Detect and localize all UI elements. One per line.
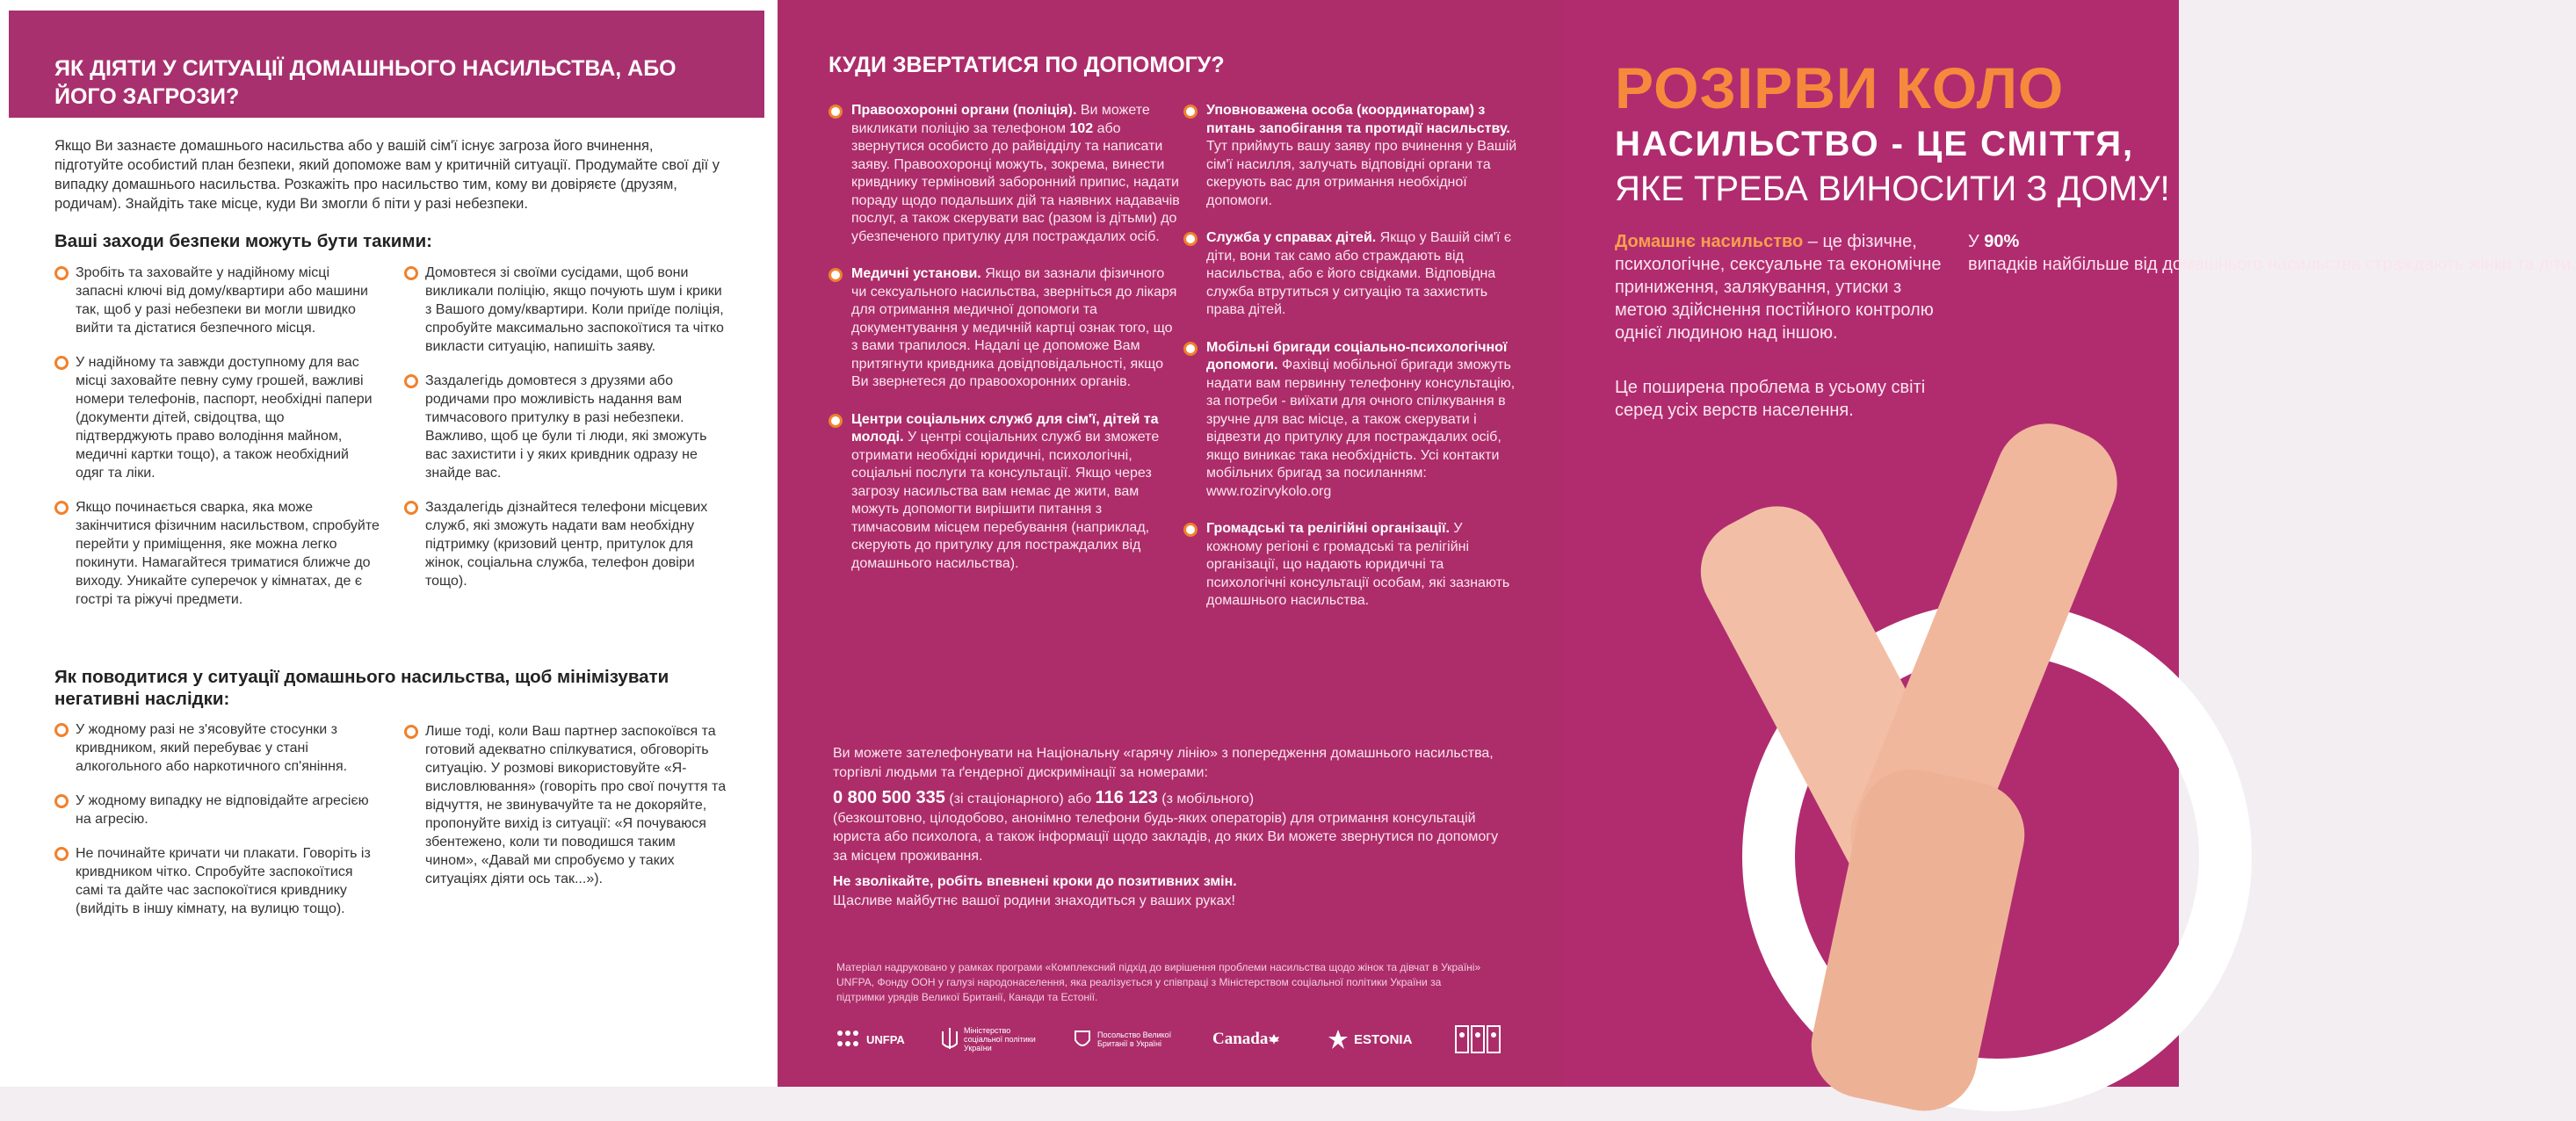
right-panel: [1562, 0, 2576, 1087]
list-item: Не починайте кричати чи плакати. Говоріть із кривдником чітко. Спробуйте заспокоїтися самі та дайте час заспокоїтися кривднику (вийдіть в іншу кімнату, на вулицю тощо).: [54, 844, 380, 918]
hotline-details: (безкоштовно, цілодобово, анонімнo телефони будь-яких операторів) для отримання консультацій юриста або психолога, а також інформації щодо закладів, до яких Ви можете звернутися по допомогу за місцем проживання.: [833, 810, 1499, 864]
bullet-icon: [54, 794, 69, 808]
estonia-logo: ESTONIA: [1327, 1022, 1412, 1057]
help-item-mobile-teams: Мобільні бригади соціально-психологічної допомоги. Фахівці мобільної бригади зможуть надати вам первинну телефонну консультацію, за потреби - виїхати для очного спілкування в зручне для вас місце, а також скерувати і відвезти до притулку для постраждалих осіб, якщо виникає така необхідність. Усі контакти мобільних бригад за посиланням: www.rozirvykolo.org: [1183, 339, 1517, 502]
bullet-icon: [404, 266, 418, 280]
list-item: Якщо починається сварка, яка може закінчитися фізичним насильством, спробуйте перейти у приміщення, яке можна легко покинути. Намагайтеся триматися ближче до виходу. Уникайте суперечок у кімнатах, де є гострі та ріжучі предмети.: [54, 498, 380, 609]
closing-line: Щасливе майбутнє вашої родини знаходиться у ваших руках!: [833, 893, 1235, 908]
list-item: Заздалегідь дізнайтеся телефони місцевих служб, які зможуть надати вам необхідну підтримку (кризовий центр, притулок для жінок, соціальна служба, телефон довіри тощо).: [404, 498, 729, 590]
bullet-icon: [1183, 232, 1198, 246]
bullet-icon: [54, 847, 69, 861]
middle-title: КУДИ ЗВЕРТАТИСЯ ПО ДОПОМОГУ?: [829, 53, 1225, 77]
list-item: У надійному та завжди доступному для вас місці заховайте певну суму грошей, важливі номери телефонів, паспорт, необхідні папери (документи дітей, свідоцтва, що підтверджують право володіння майном, медичні картки тощо), а також необхідний одяг та ліки.: [54, 353, 380, 482]
help-item-police: Правоохоронні органи (поліція). Ви можете викликати поліцію за телефоном 102 або звернутися особисто до райвідділу та написати заяву. Правоохоронці можуть, зокрема, винести кривднику терміновий заборонний припис, надати пораду щодо подальших дій та наявних надавачів послуг, а також скерувати вас (разом із дітьми) до убезпеченого притулку для постраждалих осіб.: [829, 102, 1180, 246]
safety-col-1: [54, 264, 380, 625]
bullet-icon: [54, 501, 69, 515]
list-item: У жодному разі не з'ясовуйте стосунки з кривдником, який перебуває у стані алкогольного або наркотичного сп'яніння.: [54, 720, 380, 776]
bullet-icon: [1183, 342, 1198, 356]
hotline-block: Ви можете зателефонувати на Національну «гарячу лінію» з попередження домашнього насильства, торгівлі людьми та ґендерної дискримінації за номерами: 0 800 500 335 (зі стаціонарного) або 116 123 (з мобільного) (безкоштовно, цілодобово, анонімнo телефони будь-яких операторів) для отримання консультацій юриста або психолога, а також інформації щодо закладів, до яких Ви можете звернутися по допомогу за місцем проживання. Не зволікайте, робіть впевнені кроки до позитивних змін. Щасливе майбутнє вашої родини знаходиться у ваших руках!: [833, 744, 1501, 910]
bullet-icon: [404, 501, 418, 515]
bullet-icon: [829, 105, 843, 119]
bullet-icon: [829, 268, 843, 282]
brand-title: РОЗІРВИ КОЛО: [1615, 55, 2065, 120]
safety-heading: Ваші заходи безпеки можуть бути такими:: [54, 231, 432, 251]
unfpa-logo: UNFPA: [835, 1022, 905, 1057]
behave-heading: Як поводитися у ситуації домашнього насильства, щоб мінімізувати негативні наслідки:: [54, 667, 669, 709]
trident-icon: [940, 1026, 959, 1052]
help-item-coordinator: Уповноважена особа (координаторам) з питань запобігання та протидії насильству. Тут приймуть вашу заяву про вчинення у Вашій сім'ї насилля, залучать відповідні органи та скерують вас для отримання необхідної допомоги.: [1183, 102, 1517, 210]
partner-logos: [835, 1022, 1511, 1060]
behave-col-2: [404, 722, 729, 904]
safety-col-2: [404, 264, 729, 606]
definition-2: Це поширена проблема в усьому світі серед усіх верств населення.: [1615, 378, 1926, 420]
help-col-1: [829, 102, 1180, 592]
rozirvy-kolo-logo: [1454, 1022, 1507, 1057]
help-col-2: [1183, 102, 1517, 630]
left-title: ЯК ДІЯТИ У СИТУАЦІЇ ДОМАШНЬОГО НАСИЛЬСТВА, АБО ЙОГО ЗАГРОЗИ?: [54, 56, 677, 109]
help-item-social-centers: Центри соціальних служб для сім'ї, дітей та молоді. У центрі соціальних служб ви зможете отримати необхідні юридичні, психологічні, соціальні послуги та консультації. Якщо через загрозу насильства вам немає де жити, вам можуть допомогти вирішити питання з тимчасовим місцем перебування (наприклад, скерують до притулку для постраждалих від домашнього насильства).: [829, 411, 1180, 574]
tagline: ЯКЕ ТРЕБА ВИНОСИТИ З ДОМУ!: [1615, 170, 2170, 208]
list-item: Лише тоді, коли Ваш партнер заспокоївся та готовий адекватно спілкуватися, обговоріть ситуацію. У розмові використовуйте «Я-висловлювання» (говоріть про свої почуття та відчуття, не звинувачуйте та не докоряйте, пропонуйте вихід із ситуації: «Я почуваюся збентежено, коли ти поводишся таким чином», «Давай ми спробуємо у таких ситуаціях діяти ось так...»).: [404, 722, 729, 888]
phone-landline: 0 800 500 335: [833, 788, 945, 807]
bullet-icon: [1183, 523, 1198, 537]
bullet-icon: [54, 266, 69, 280]
tagline-bold: НАСИЛЬСТВО - ЦЕ СМІТТЯ,: [1615, 125, 2135, 163]
bullet-icon: [54, 723, 69, 737]
help-item-children-service: Служба у справах дітей. Якщо у Вашій сім'ї є діти, вони так само або страждають від насильства, або є його свідками. Відповідна служба втрутиться у ситуацію та захистить права дітей.: [1183, 229, 1517, 320]
hotline-intro: Ви можете зателефонувати на Національну «гарячу лінію» з попередження домашнього насильства, торгівлі людьми та ґендерної дискримінації за номерами:: [833, 746, 1494, 780]
left-panel: [0, 0, 778, 1087]
list-item: Домовтеся зі своїми сусідами, щоб вони викликали поліцію, якщо почують шум і крики з Вашого дому/квартири. Коли приїде поліція, спробуйте максимально заспокоїтися та чітко викласти ситуацію, напишіть заяву.: [404, 264, 729, 356]
left-header: [9, 11, 764, 118]
bullet-icon: [1183, 105, 1198, 119]
call-to-action: Не зволікайте, робіть впевнені кроки до позитивних змін.: [833, 874, 1237, 889]
bullet-icon: [404, 374, 418, 388]
help-item-medical: Медичні установи. Якщо ви зазнали фізичного чи сексуального насильства, зверніться до лікаря для отримання медичної допомоги та документування у медичній картці ознак того, що з вами трапилося. Надалі це допоможе Вам притягнути кривдника довідповідальності, якщо Ви звернетеся до правоохоронних органів.: [829, 265, 1180, 392]
list-item: У жодному випадку не відповідайте агресією на агресію.: [54, 792, 380, 828]
help-item-ngo: Громадські та релігійні організації. У кожному регіоні є громадські та релігійні організації, що надають юридичні та психологічні консультації особам, які зазнають домашнього насильства.: [1183, 520, 1517, 611]
star-icon: [1327, 1028, 1350, 1051]
uk-embassy-logo: Посольство Великої Британії в Україні: [1072, 1022, 1177, 1057]
ministry-logo: Міністерство соціальної політики України: [940, 1022, 1046, 1057]
maple-leaf-icon: [1268, 1033, 1280, 1045]
statistic: У 90% випадків найбільше від домашнього насильства страждають жінки та діти.: [1968, 232, 2576, 274]
definition: Домашнє насильство – це фізичне, психологічне, сексуальне та економічне приниження, залякування, утиски з метою здійснення постійного контролю однієї людиною над іншою.: [1615, 232, 1942, 343]
phone-mobile: 116 123: [1095, 788, 1158, 807]
bullet-icon: [829, 414, 843, 428]
footnote: Матеріал надруковано у рамках програми «Комплексний підхід до вирішення проблеми насильства щодо жінок та дівчат в Україні» UNFPA, Фонду ООН у галузі народонаселення, яка реалізується у співпраці з Міністерством соціальної політики України за підтримки урядів Великої Британії, Канади та Естонії.: [836, 961, 1481, 1003]
bullet-icon: [54, 356, 69, 370]
behave-col-1: [54, 720, 380, 934]
list-item: Зробіть та заховайте у надійному місці запасні ключі від дому/квартири або машини так, щоб у разі небезпеки ви могли швидко вийти та дістатися безпечного місця.: [54, 264, 380, 337]
left-intro: Якщо Ви зазнаєте домашнього насильства або у вашій сім'ї існує загроза його вчинення, підготуйте особистий план безпеки, який допоможе вам у критичній ситуації. Продумайте свої дії у випадку домашнього насильства. Розкажіть про насильство тим, кому ви довіряєте (друзям, родичам). Знайдіть таке місце, куди Ви змогли б піти у разі небезпеки.: [54, 138, 720, 212]
middle-panel: [778, 0, 1562, 1087]
list-item: Заздалегідь домовтеся з друзями або родичами про можливість надання вам тимчасового притулку в разі небезпеки. Важливо, щоб це були ті люди, які зможуть вас захистити і у яких кривдник одразу не знайде вас.: [404, 372, 729, 482]
bullet-icon: [404, 725, 418, 739]
family-figures-icon: [1454, 1023, 1503, 1056]
crest-icon: [1072, 1026, 1093, 1052]
canada-logo: Canada: [1212, 1022, 1280, 1057]
un-dots-icon: [835, 1026, 861, 1052]
